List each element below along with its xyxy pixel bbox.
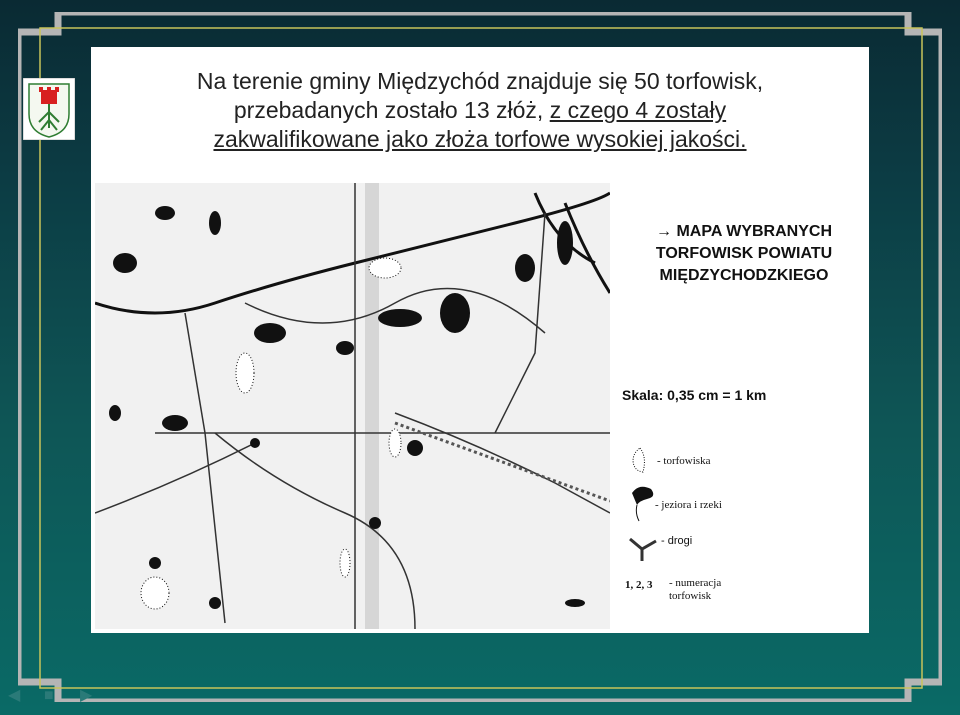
map-heading: → MAPA WYBRANYCH TORFOWISK POWIATU MIĘDZYCHODZKIEGO — [655, 223, 833, 284]
slide-title — [111, 67, 849, 154]
legend-numbering: - numeracja torfowisk — [669, 577, 722, 602]
peat-bog-map — [95, 183, 610, 629]
next-slide-icon[interactable]: ▶ — [80, 687, 93, 704]
home-slide-icon[interactable]: ■ — [44, 687, 54, 704]
map-scale: Skala: 0,35 cm = 1 km — [622, 387, 767, 403]
municipality-crest-logo — [23, 78, 75, 140]
numbering-icon: 1, 2, 3 — [625, 579, 653, 591]
road-icon — [628, 535, 658, 568]
legend-lakes-rivers: - jeziora i rzeki — [655, 499, 722, 511]
previous-slide-icon[interactable]: ◀ — [8, 687, 21, 704]
peat-bog-icon — [631, 447, 649, 478]
legend-roads: - drogi — [661, 535, 693, 547]
legend-peat-bogs: - torfowiska — [657, 455, 711, 467]
slide-content — [91, 47, 869, 633]
title-line-2: przebadanych zostało 13 złóż, — [233, 97, 550, 123]
title-line-2-underlined: z czego 4 zostały — [549, 97, 727, 123]
title-line-3: zakwalifikowane jako złoża torfowe wysokiej jakości. — [213, 126, 747, 152]
title-line-1: Na terenie gminy Międzychód znajduje się 50 torfowisk, — [196, 68, 764, 94]
